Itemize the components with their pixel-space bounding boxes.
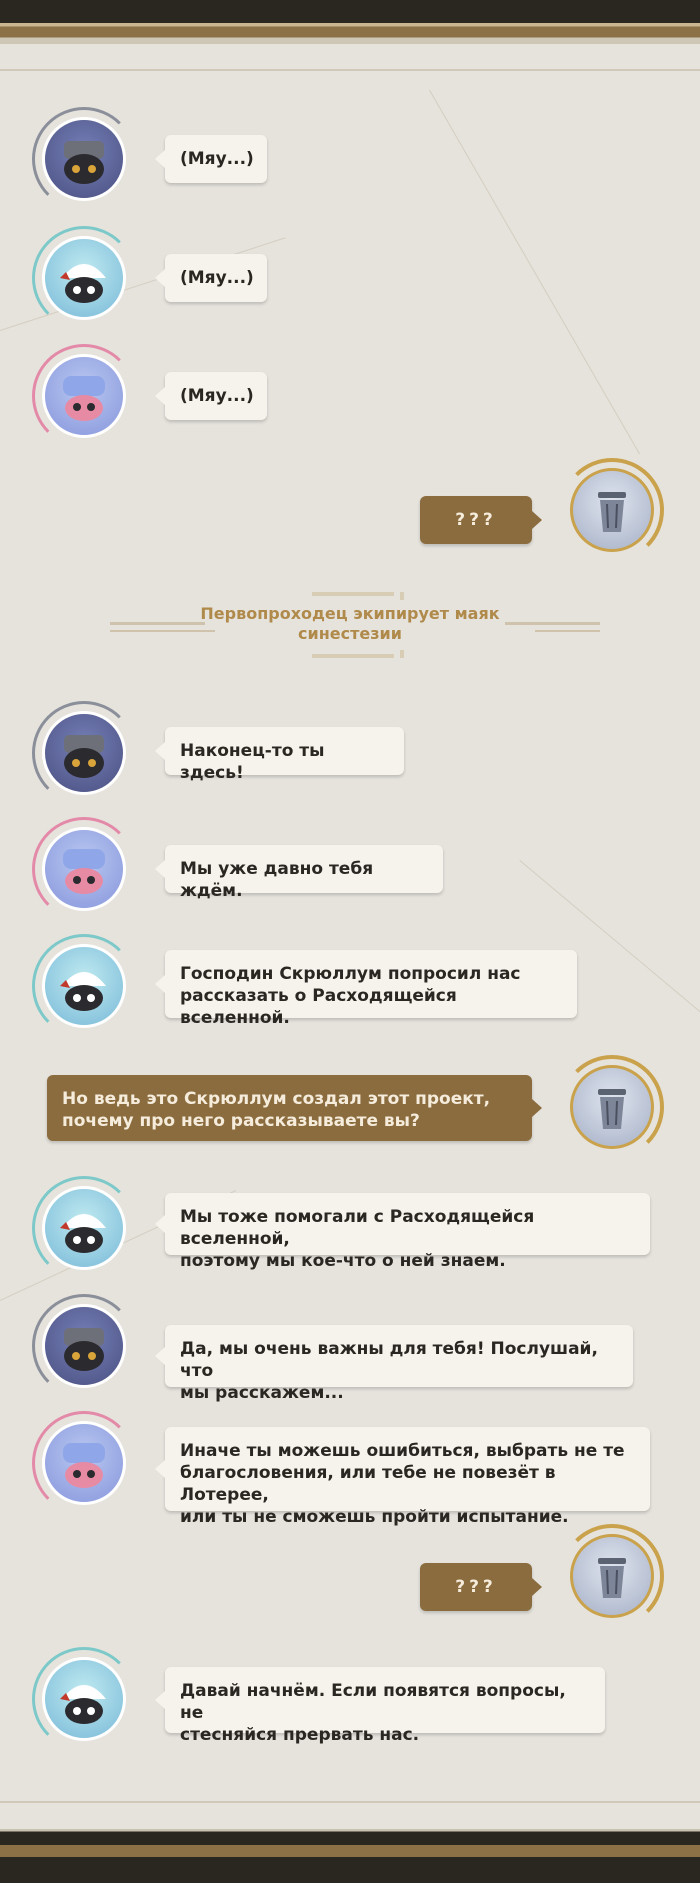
banner-bar: [312, 654, 394, 658]
player-speech-bubble: ???: [420, 1563, 532, 1611]
speech-bubble: (Мяу...): [165, 254, 267, 302]
event-banner: [90, 592, 610, 672]
speech-bubble: (Мяу...): [165, 135, 267, 183]
white-cat-avatar: [38, 1653, 130, 1745]
player-avatar: [566, 464, 658, 556]
grey-cat-avatar: [38, 707, 130, 799]
speech-bubble: Мы тоже помогали с Расходящейся вселенной, поэтому мы кое-что о ней знаем.: [165, 1193, 650, 1255]
grey-cat-avatar: [38, 113, 130, 205]
white-cat-avatar: [38, 1182, 130, 1274]
speech-bubble: Наконец-то ты здесь!: [165, 727, 404, 775]
player-speech-bubble: Но ведь это Скрюллум создал этот проект, почему про него рассказываете вы?: [47, 1075, 532, 1141]
speech-bubble: (Мяу...): [165, 372, 267, 420]
player-avatar: [566, 1530, 658, 1622]
bottom-divider: [0, 1801, 700, 1803]
event-text: Первопроходец экипирует маяк синестезии: [200, 604, 500, 643]
pink-cat-avatar: [38, 350, 130, 442]
speech-bubble: Давай начнём. Если появятся вопросы, не стесняйся прервать нас.: [165, 1667, 605, 1733]
white-cat-avatar: [38, 232, 130, 324]
white-cat-avatar: [38, 940, 130, 1032]
player-avatar: [566, 1061, 658, 1153]
pink-cat-avatar: [38, 823, 130, 915]
top-divider: [0, 69, 700, 71]
speech-bubble: Мы уже давно тебя ждём.: [165, 845, 443, 893]
speech-bubble: Иначе ты можешь ошибиться, выбрать не те благословения, или тебе не повезёт в Лотерее, или ты не сможешь пройти испытание.: [165, 1427, 650, 1511]
speech-bubble: Да, мы очень важны для тебя! Послушай, что мы расскажем...: [165, 1325, 633, 1387]
grey-cat-avatar: [38, 1300, 130, 1392]
pink-cat-avatar: [38, 1417, 130, 1509]
decor-line: [429, 90, 640, 454]
banner-bar: [312, 592, 394, 596]
speech-bubble: Господин Скрюллум попросил нас рассказать о Расходящейся вселенной.: [165, 950, 577, 1018]
bottom-frame: [0, 1829, 700, 1883]
banner-bar: [400, 650, 404, 658]
banner-bar: [400, 592, 404, 600]
top-frame: [0, 0, 700, 44]
player-speech-bubble: ???: [420, 496, 532, 544]
